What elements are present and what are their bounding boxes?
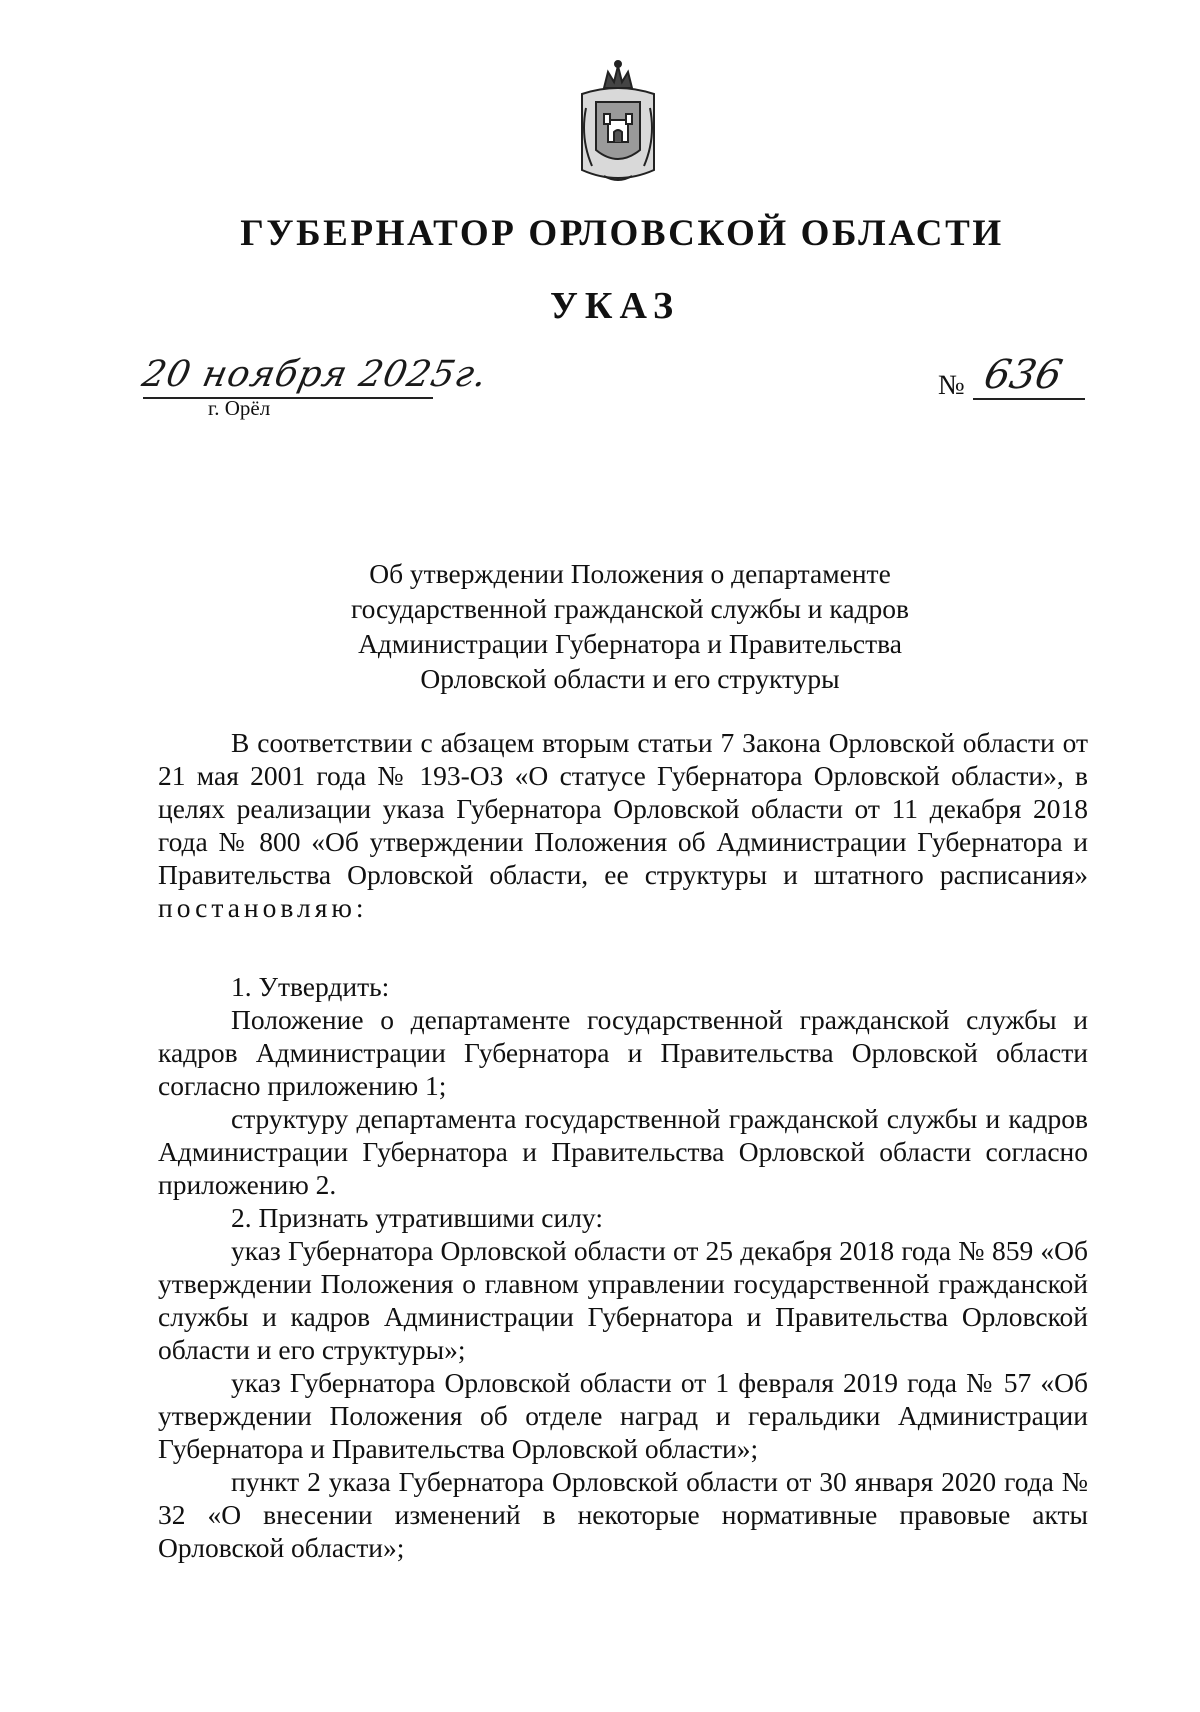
- item-2-repeal-57: указ Губернатора Орловской области от 1 февраля 2019 года № 57 «Об утверждении Положения об отделе наград и геральдики Администрации Губернатора и Правительства Орловской области»;: [158, 1367, 1088, 1464]
- preamble-paragraph: [158, 726, 1088, 924]
- item-2-repeal-32: пункт 2 указа Губернатора Орловской области от 30 января 2020 года № 32 «О внесении изменений в некоторые нормативные правовые акты Орловской области»;: [158, 1466, 1088, 1563]
- item-1-structure: структуру департамента государственной гражданской службы и кадров Администрации Губернатора и Правительства Орловской области согласно приложению 2.: [158, 1103, 1088, 1200]
- decree-word: постановляю:: [158, 892, 368, 923]
- number-sign: №: [938, 370, 965, 401]
- city-label: г. Орёл: [208, 396, 271, 420]
- handwritten-date: 20 ноября 2025г.: [138, 354, 492, 395]
- decree-body: [158, 726, 1088, 1564]
- decree-subject: [0, 556, 1200, 696]
- subject-line: Администрации Губернатора и Правительства: [358, 628, 902, 659]
- date-underline: [143, 397, 433, 399]
- item-1-heading: 1. Утвердить:: [231, 971, 390, 1002]
- preamble-text: В соответствии с абзацем вторым статьи 7 Закона Орловской области от 21 мая 2001 года № 193-ОЗ «О статусе Губернатора Орловской области», в целях реализации указа Губернатора Орловской области от 11 декабря 2018 года № 800 «Об утверждении Положения об Администрации Губернатора и Правительства Орловской области, ее структуры и штатного расписания»: [158, 727, 1088, 890]
- item-1-position: Положение о департаменте государственной гражданской службы и кадров Администрации Губернатора и Правительства Орловской области согласно приложению 1;: [158, 1004, 1088, 1101]
- item-2-repeal-859: указ Губернатора Орловской области от 25 декабря 2018 года № 859 «Об утверждении Положения о главном управлении государственной гражданской службы и кадров Администрации Губернатора и Правительства Орловской области и его структуры»;: [158, 1235, 1088, 1365]
- document-type: УКАЗ: [550, 285, 680, 327]
- coat-of-arms-icon: [574, 58, 662, 190]
- item-2-heading: 2. Признать утратившими силу:: [231, 1202, 603, 1233]
- number-underline: [973, 398, 1085, 400]
- handwritten-number: 636: [980, 352, 1067, 398]
- subject-line: Орловской области и его структуры: [420, 663, 840, 694]
- subject-line: Об утверждении Положения о департаменте: [369, 558, 891, 589]
- subject-line: государственной гражданской службы и кадров: [350, 593, 910, 624]
- authority-title: ГУБЕРНАТОР ОРЛОВСКОЙ ОБЛАСТИ: [240, 213, 1004, 254]
